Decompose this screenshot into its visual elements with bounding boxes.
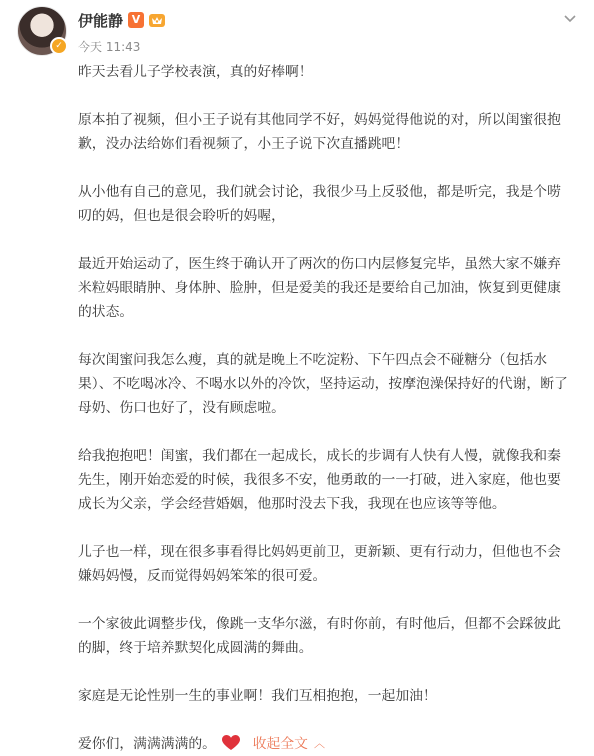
heart-emoji-icon: [222, 735, 240, 751]
closing-line: [78, 732, 574, 756]
verified-badge-icon: ✓: [50, 37, 68, 55]
post-content: [78, 60, 574, 756]
paragraph: 儿子也一样，现在很多事看得比妈妈更前卫，更新颖、更有行动力，但他也不会嫌妈妈慢，反而觉得妈妈笨笨的很可爱。: [78, 544, 561, 584]
author-name[interactable]: 伊能静: [78, 12, 124, 30]
paragraph: 家庭是无论性别一生的事业啊！我们互相抱抱，一起加油！: [78, 688, 437, 704]
avatar[interactable]: [17, 6, 67, 56]
verified-v-icon: V: [128, 12, 144, 28]
paragraph: 最近开始运动了，医生终于确认开了两次的伤口内层修复完毕，虽然大家不嫌弃米粒妈眼睛肿、身体肿、脸肿，但是爱美的我还是要给自己加油，恢复到更健康的状态。: [78, 256, 561, 320]
paragraph: 原本拍了视频，但小王子说有其他同学不好，妈妈觉得他说的对，所以闺蜜很抱歉，没办法给妳们看视频了，小王子说下次直播跳吧！: [78, 112, 561, 152]
paragraph: 一个家彼此调整步伐，像跳一支华尔滋，有时你前，有时他后，但都不会踩彼此的脚，终于培养默契化成圆满的舞曲。: [78, 616, 561, 656]
closing-text: 爱你们，满满满满的。: [78, 736, 216, 752]
post-time[interactable]: 今天 11:43: [78, 40, 141, 54]
paragraph: 从小他有自己的意见，我们就会讨论，我很少马上反驳他，都是听完，我是个唠叨的妈，但也是很会聆听的妈喔，: [78, 184, 561, 224]
chevron-up-icon: ︿: [313, 737, 325, 750]
paragraph: 每次闺蜜问我怎么瘦，真的就是晚上不吃淀粉、下午四点会不碰糖分（包括水果）、不吃喝冰冷、不喝水以外的冷饮，坚持运动，按摩泡澡保持好的代谢，断了母奶、伤口也好了，没有顾虑啦。: [78, 352, 568, 416]
paragraph: 昨天去看儿子学校表演，真的好棒啊！: [78, 64, 313, 80]
collapse-button[interactable]: [253, 736, 325, 752]
member-crown-icon[interactable]: [148, 11, 166, 29]
collapse-label: 收起全文: [252, 736, 308, 752]
paragraph: 给我抱抱吧！闺蜜，我们都在一起成长，成长的步调有人快有人慢，就像我和秦先生，刚开始恋爱的时候，我很多不安，他勇敢的一一打破，进入家庭，他也要成长为父亲，学会经营婚姻，他那时没去下我，我现在也应该等等他。: [78, 448, 561, 512]
chevron-down-icon[interactable]: [562, 10, 578, 26]
